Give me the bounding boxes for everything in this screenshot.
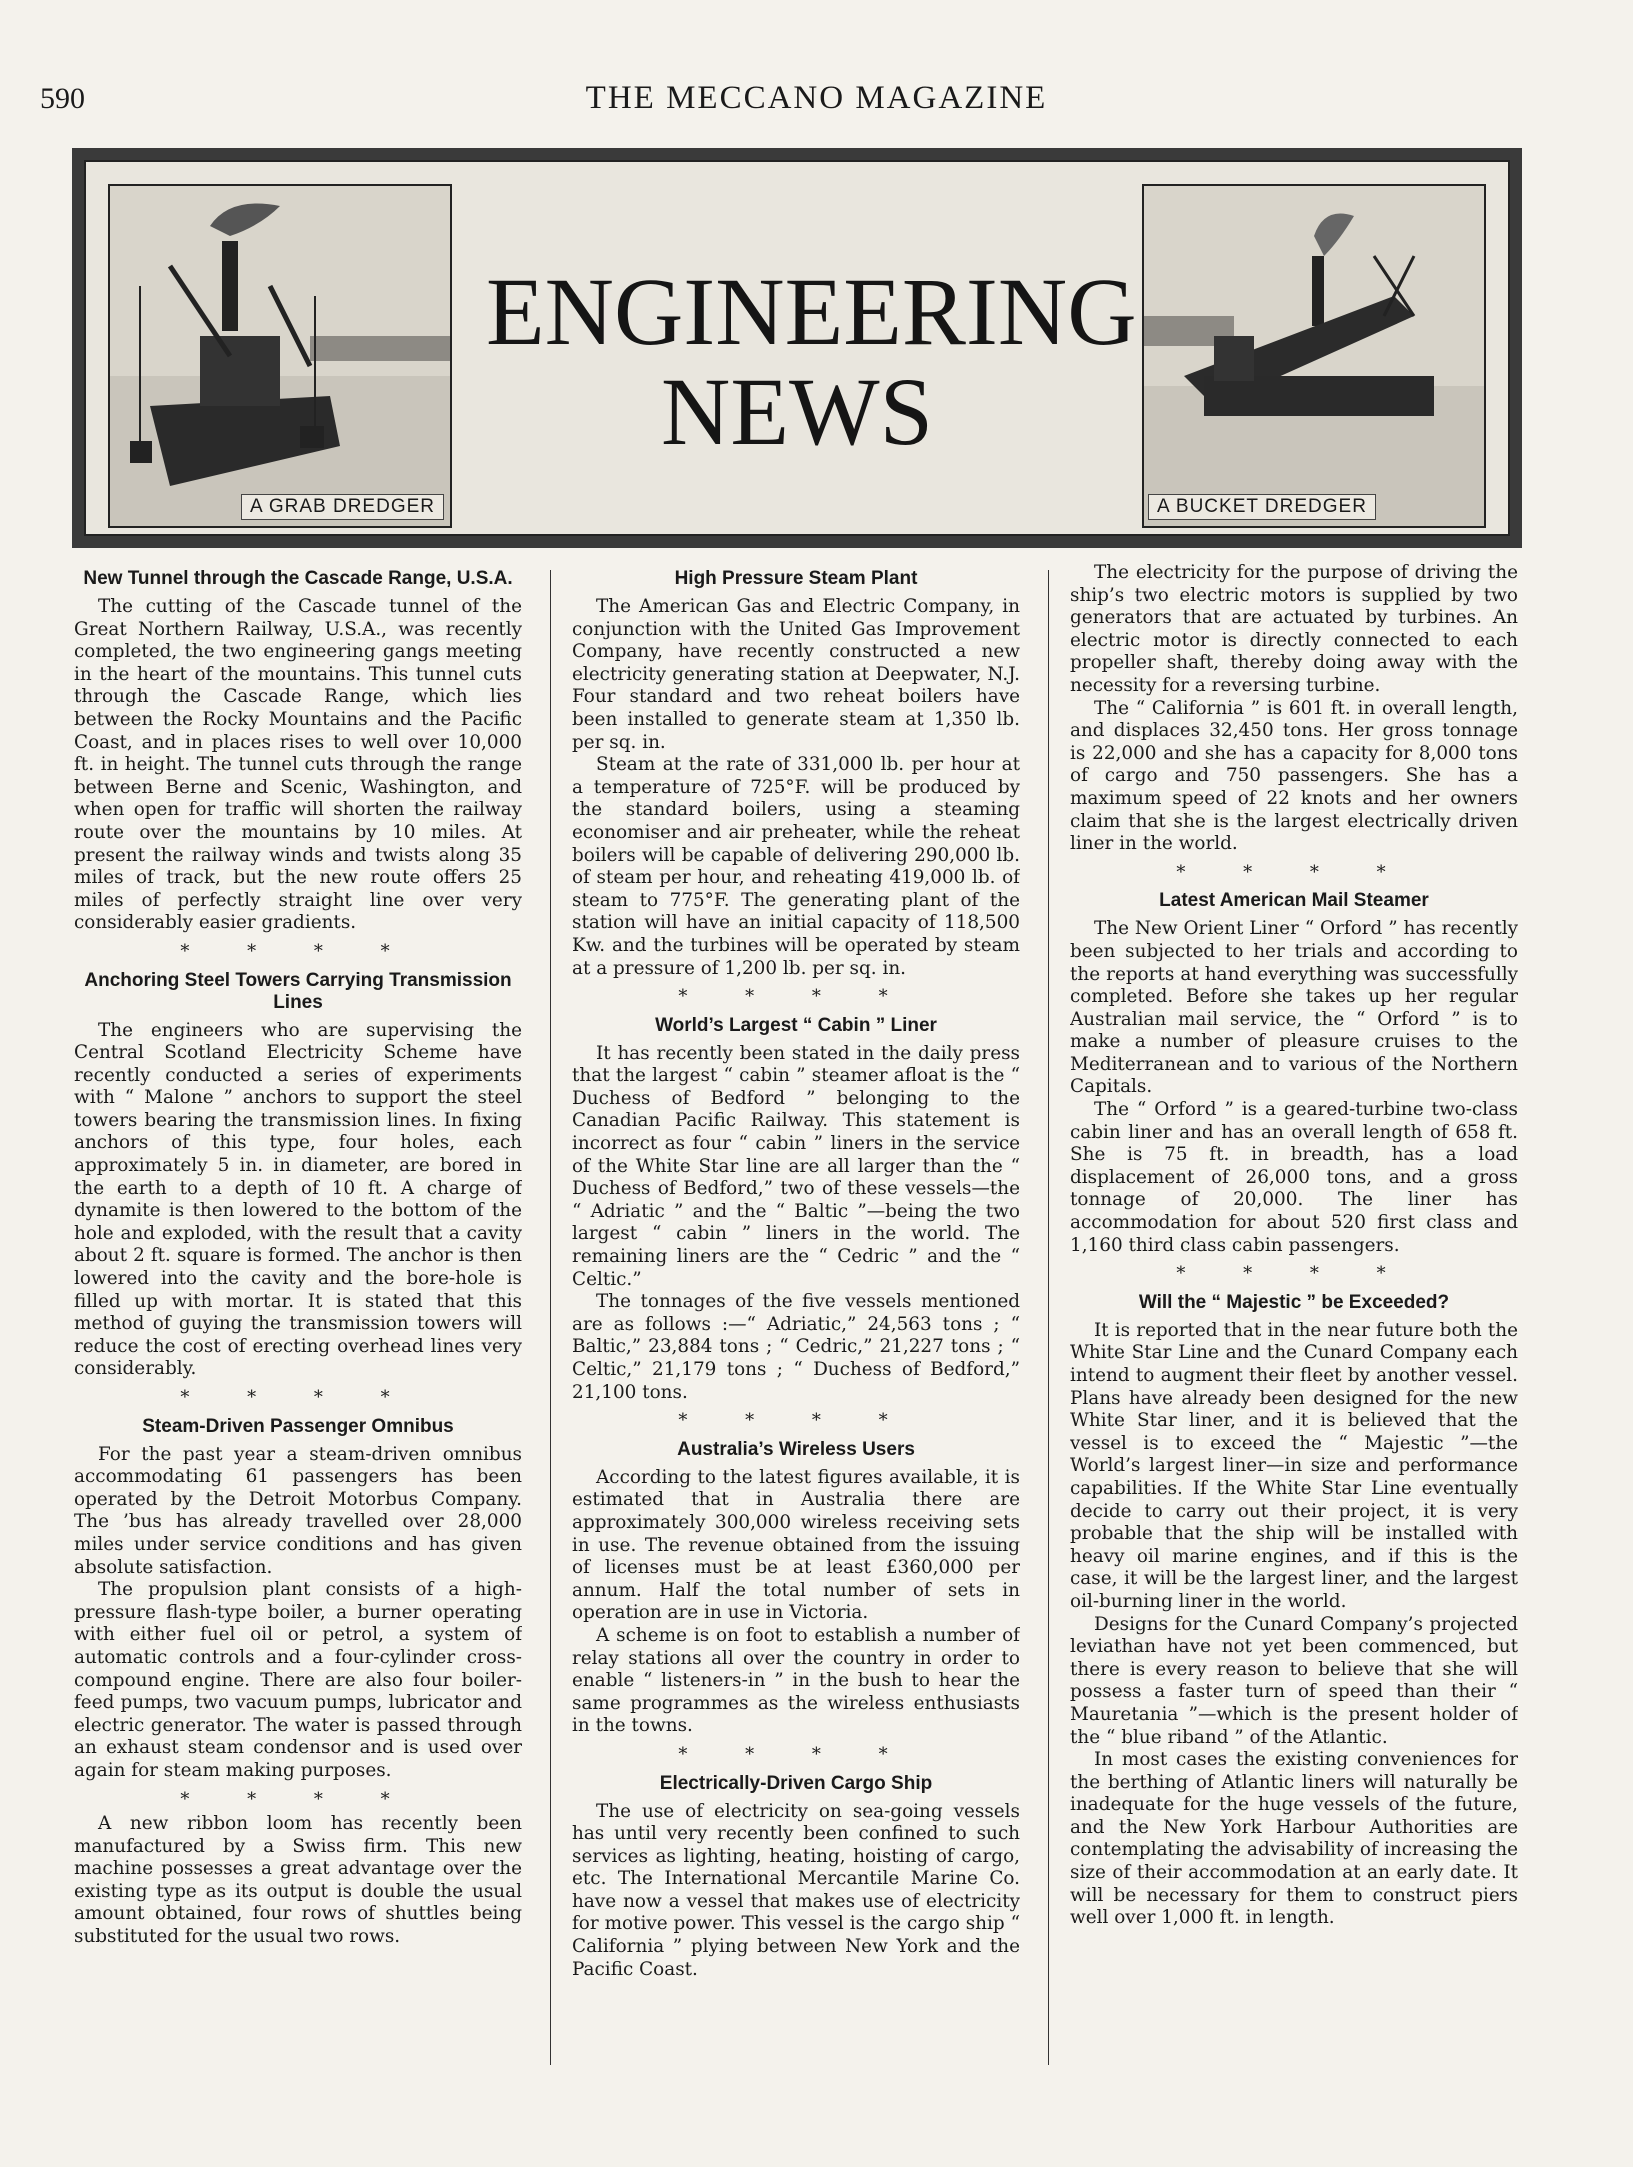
- bucket-dredger-illustration: [1142, 184, 1486, 528]
- section-separator: * * * *: [678, 1743, 914, 1765]
- article-title-steel-towers: Anchoring Steel Towers Carrying Transmission Lines: [84, 969, 512, 1013]
- article-title-steam-plant: High Pressure Steam Plant: [674, 568, 918, 589]
- engineering-news-banner: [72, 148, 1522, 548]
- article-paragraph: The tonnages of the five vessels mentioned are as follows :—“ Adriatic,” 24,563 tons ; “ Baltic,” 23,884 tons ; “ Cedric,” 21,227 tons ; “ Celtic,” 21,179 tons ; “ Duchess of Bedford,” 21,100 tons.: [572, 1291, 1020, 1403]
- banner-title-line-2: NEWS: [661, 358, 933, 465]
- section-separator: * * * *: [678, 986, 914, 1008]
- right-panel-caption: A BUCKET DREDGER: [1148, 494, 1376, 520]
- bucket-dredger-picture: [1144, 186, 1484, 526]
- article-paragraph: The engineers who are supervising the Central Scotland Electricity Scheme have recently conducted a series of experiments with “ Malone ” anchors to support the steel towers bearing the transmission lines. In fixing anchors of this type, four holes, each approximately 5 in. in diameter, are bored in the earth to a depth of 10 ft. A charge of dynamite is then lowered to the bottom of the hole and exploded, with the result that a cavity about 2 ft. square is formed. The anchor is then lowered into the cavity and the bore-hole is filled up with mortar. It is stated that this method of guying the transmission towers will reduce the cost of erecting overhead lines very considerably.: [74, 1019, 522, 1380]
- article-title-cabin-liner: World’s Largest “ Cabin ” Liner: [655, 1014, 937, 1036]
- section-separator: * * * *: [180, 940, 416, 962]
- banner-frame: [84, 160, 1510, 536]
- article-paragraph: In most cases the existing conveniences for the berthing of Atlantic liners will naturally be inadequate for the huge vessels of the future, and the New York Harbour Authorities are contemplating the advisability of increasing the size of their accommodation at an early date. It will be necessary for them to construct piers well over 1,000 ft. in length.: [1070, 1749, 1518, 1929]
- article-paragraph: It has recently been stated in the daily press that the largest “ cabin ” steamer afloat is the “ Duchess of Bedford ” belonging to the Canadian Pacific Railway. This statement is incorrect as four “ cabin ” liners in the service of the White Star line are all larger than the “ Duchess of Bedford,” two of these vessels—the “ Adriatic ” and the “ Baltic ”—being the two largest “ cabin ” liners in the world. The remaining liners are the “ Cedric ” and the “ Celtic.”: [572, 1042, 1020, 1290]
- section-separator: * * * *: [1176, 861, 1412, 883]
- article-columns: [72, 562, 1522, 2072]
- article-paragraph: The cutting of the Cascade tunnel of the Great Northern Railway, U.S.A., was recently completed, the two engineering gangs meeting in the heart of the mountains. This tunnel cuts through the Cascade Range, which lies between the Rocky Mountains and the Pacific Coast, and in places rises to well over 10,000 ft. in height. The tunnel cuts through the range between Berne and Scenic, Washington, and when open for traffic will shorten the railway route over the mountains by 10 miles. At present the railway winds and twists along 35 miles of track, but the new route offers 25 miles of perfectly straight line over very considerably easier gradients.: [74, 596, 522, 934]
- article-paragraph: The “ California ” is 601 ft. in overall length, and displaces 32,450 tons. Her gross tonnage is 22,000 and she has a capacity for 8,000 tons of cargo and 750 passengers. She has a maximum speed of 22 knots and her owners claim that she is the largest electrically driven liner in the world.: [1070, 697, 1518, 855]
- article-paragraph: The use of electricity on sea-going vessels has until very recently been confined to such services as lighting, heating, hoisting of cargo, etc. The International Mercantile Marine Co. have now a vessel that makes use of electricity for motive power. This vessel is the cargo ship “ California ” plying between New York and the Pacific Coast.: [572, 1800, 1020, 1980]
- column-1: [74, 562, 522, 2072]
- banner-title-line-1: ENGINEERING: [486, 258, 1137, 365]
- page-number: 590: [40, 82, 85, 115]
- article-paragraph: For the past year a steam-driven omnibus accommodating 61 passengers has been operated by the Detroit Motorbus Company. The ’bus has already travelled over 28,000 miles under service conditions and has given absolute satisfaction.: [74, 1443, 522, 1578]
- banner-title: [486, 258, 1137, 465]
- column-3: [1070, 562, 1518, 2072]
- article-paragraph: The American Gas and Electric Company, in conjunction with the United Gas Improvement Company, have recently constructed a new electricity generating station at Deepwater, N.J. Four standard and two reheat boilers have been installed to generate steam at 1,350 lb. per sq. in.: [572, 596, 1020, 753]
- section-separator: * * * *: [678, 1410, 914, 1432]
- article-title-wireless-users: Australia’s Wireless Users: [677, 1438, 915, 1460]
- section-separator: * * * *: [180, 1387, 416, 1408]
- article-paragraph: A new ribbon loom has recently been manufactured by a Swiss firm. This new machine possesses a great advantage over the existing type as its output is double the usual amount obtained, four rows of shuttles being substituted for the usual two rows.: [74, 1813, 522, 1948]
- grab-dredger-picture: [110, 186, 450, 526]
- article-paragraph: The propulsion plant consists of a high-pressure flash-type boiler, a burner operating with either fuel oil or petrol, a system of automatic controls and a four-cylinder cross-compound engine. There are also four boiler-feed pumps, two vacuum pumps, lubricator and electric generator. The water is passed through an exhaust steam condensor and is used over again for steam making purposes.: [74, 1579, 522, 1781]
- article-title-cargo-ship: Electrically-Driven Cargo Ship: [659, 1772, 933, 1794]
- section-separator: * * * *: [1176, 1263, 1412, 1285]
- article-title-majestic: Will the “ Majestic ” be Exceeded?: [1138, 1291, 1450, 1313]
- article-paragraph: A scheme is on foot to establish a number of relay stations all over the country in order to enable “ listeners-in ” in the bush to hear the same programmes as the wireless enthusiasts in the towns.: [572, 1624, 1020, 1737]
- column-divider: [550, 570, 551, 2065]
- article-title-mail-steamer: Latest American Mail Steamer: [1159, 890, 1429, 912]
- article-paragraph: The New Orient Liner “ Orford ” has recently been subjected to her trials and according to the reports at hand everything was successfully completed. Before she takes up her regular Australian mail service, the “ Orford ” is to make a number of pleasure cruises to the Mediterranean and to various of the Northern Capitals.: [1070, 918, 1518, 1098]
- article-title-steam-omnibus: Steam-Driven Passenger Omnibus: [142, 1415, 454, 1437]
- article-paragraph: Designs for the Cunard Company’s projected leviathan have not yet been commenced, but there is every reason to believe that she will possess a faster turn of speed than their “ Mauretania ”—which is the present holder of the “ blue riband ” of the Atlantic.: [1070, 1613, 1518, 1748]
- column-2: [572, 562, 1020, 2072]
- column-divider: [1048, 570, 1049, 2065]
- article-paragraph: The electricity for the purpose of driving the ship’s two electric motors is supplied by two generators that are actuated by turbines. An electric motor is directly connected to each propeller shaft, thereby doing away with the necessity for a reversing turbine.: [1070, 562, 1518, 696]
- grab-dredger-illustration: [108, 184, 452, 528]
- left-panel-caption: A GRAB DREDGER: [241, 494, 444, 520]
- section-separator: * * * *: [180, 1788, 416, 1810]
- article-paragraph: The “ Orford ” is a geared-turbine two-class cabin liner and has an overall length of 658 ft. She is 75 ft. in breadth, has a load displacement of 26,000 tons, and a gross tonnage of 20,000. The liner has accommodation for about 520 first class and 1,160 third class cabin passengers.: [1070, 1099, 1518, 1256]
- article-paragraph: It is reported that in the near future both the White Star Line and the Cunard Company each intend to augment their fleet by another vessel. Plans have already been designed for the new White Star liner, and it is believed that the vessel is to exceed the “ Majestic ”—the World’s largest liner—in size and performance capabilities. If the White Star Line eventually decide to carry out their project, it is very probable that the ship will be installed with heavy oil marine engines, and if this is the case, it will be the largest liner, and the largest oil-burning liner in the world.: [1070, 1319, 1518, 1612]
- article-paragraph: Steam at the rate of 331,000 lb. per hour at a temperature of 725°F. will be produced by the standard boilers, using a steaming economiser and air preheater, while the reheat boilers will be capable of delivering 290,000 lb. of steam per hour, and reheating 419,000 lb. of steam to 775°F. The generating plant of the station will have an initial capacity of 118,500 Kw. and the turbines will be operated by steam at a pressure of 1,200 lb. per sq. in.: [572, 754, 1020, 979]
- article-paragraph: According to the latest figures available, it is estimated that in Australia there are approximately 300,000 wireless receiving sets in use. The revenue obtained from the issuing of licenses must be at least £360,000 per annum. Half the total number of sets in operation are in use in Victoria.: [572, 1466, 1020, 1624]
- magazine-title: THE MECCANO MAGAZINE: [585, 80, 1048, 116]
- article-title-cascade-tunnel: New Tunnel through the Cascade Range, U.S.A.: [83, 568, 513, 589]
